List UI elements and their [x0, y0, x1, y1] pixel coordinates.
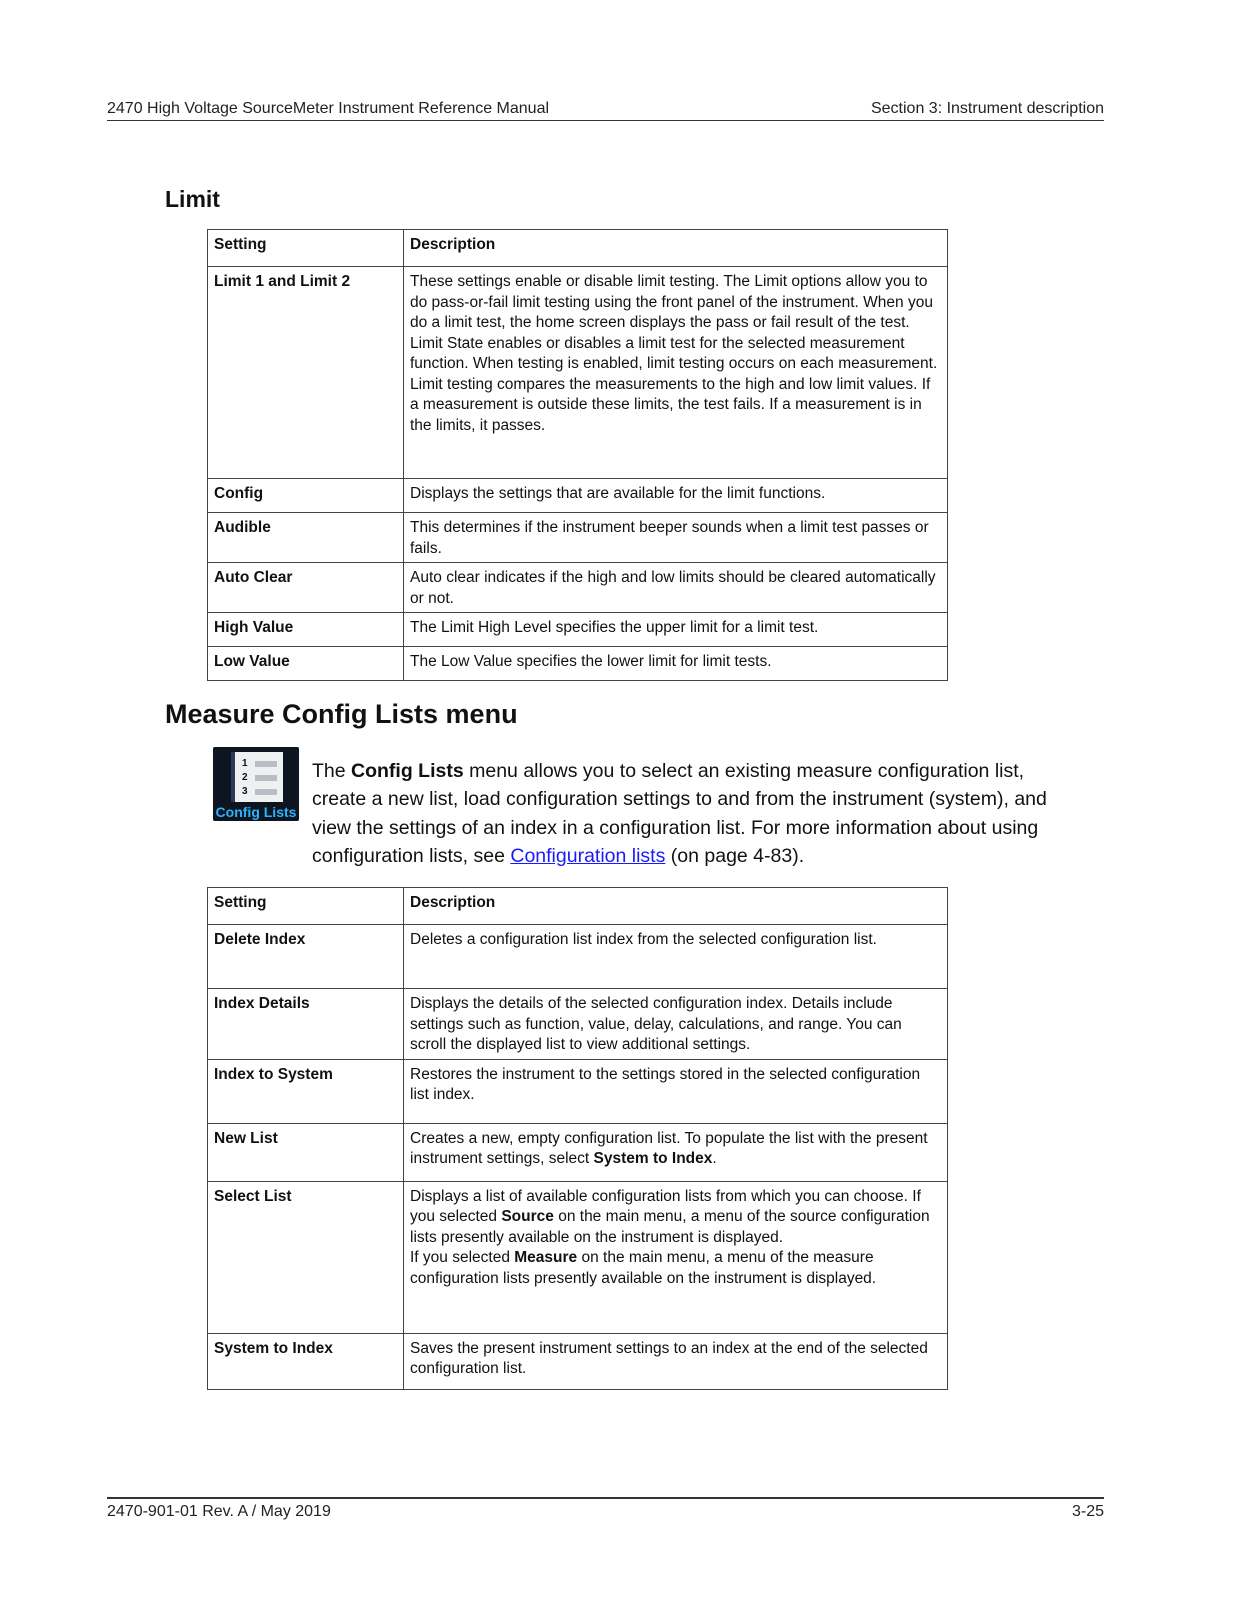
intro-text: The: [312, 760, 352, 782]
setting-cell: Select List: [208, 1181, 404, 1333]
list-number: 3: [242, 786, 248, 797]
description-bold-text: System to Index: [593, 1150, 713, 1167]
manual-title: 2470 High Voltage SourceMeter Instrument Reference Manual: [107, 100, 550, 117]
description-cell: Saves the present instrument settings to an index at the end of the selected configuration list.: [404, 1333, 948, 1389]
setting-cell: Audible: [208, 513, 404, 563]
intro-text: menu allows you to select an existing measure configuration list, create a new list, load configuration settings to and from the instrument (system), and view the settings of an index in a configuration list. For more information about using configuration lists, see: [312, 760, 1047, 867]
description-cell: This determines if the instrument beeper sounds when a limit test passes or fails.: [404, 513, 948, 563]
icon-label: Config Lists: [215, 804, 297, 820]
description-cell: The Limit High Level specifies the upper limit for a limit test.: [404, 613, 948, 647]
intro-paragraph: [312, 757, 1082, 870]
description-paragraph: Limit State enables or disables a limit test for the selected measurement function. When testing is enabled, limit testing occurs on each measurement. Limit testing compares the measurements to the high and low limit values. If a measurement is outside these limits, the test fails. If a measurement is in the limits, it passes.: [410, 334, 938, 434]
description-text: on the main menu, a menu of the source configuration lists presently available on the instrument is displayed.: [410, 1208, 930, 1246]
setting-cell: High Value: [208, 613, 404, 647]
setting-cell: Index Details: [208, 989, 404, 1060]
configuration-lists-link[interactable]: Configuration lists: [510, 844, 666, 867]
list-line: [255, 761, 277, 767]
intro-bold-text: Config Lists: [351, 760, 464, 782]
setting-cell: Limit 1 and Limit 2: [208, 267, 404, 479]
description-cell: Restores the instrument to the settings stored in the selected configuration list index.: [404, 1059, 948, 1123]
description-text: Displays a list of available configuration lists from which you can choose. If you selected: [410, 1187, 921, 1225]
table-row: [208, 1123, 948, 1181]
table-row: [208, 647, 948, 681]
description-cell: [404, 1181, 948, 1333]
table-row: [208, 1181, 948, 1333]
limit-settings-table: [207, 229, 948, 681]
table-header-row: [208, 230, 948, 267]
description-cell: Displays the details of the selected configuration index. Details include settings such as function, value, delay, calculations, and range. You can scroll the displayed list to view additional settings.: [404, 989, 948, 1060]
list-document-icon: [231, 752, 283, 802]
description-cell: [404, 1123, 948, 1181]
table-row: [208, 613, 948, 647]
config-lists-icon: [213, 747, 299, 821]
table-row: [208, 267, 948, 479]
description-paragraph: [410, 1187, 941, 1249]
description-cell: [404, 267, 948, 479]
column-header-setting: Setting: [208, 230, 404, 267]
page-header: [107, 98, 1104, 121]
document-revision: 2470-901-01 Rev. A / May 2019: [107, 1503, 331, 1520]
description-text: If you selected: [410, 1249, 515, 1266]
setting-cell: System to Index: [208, 1333, 404, 1389]
table-row: [208, 1333, 948, 1389]
setting-cell: Delete Index: [208, 925, 404, 989]
setting-cell: Config: [208, 479, 404, 513]
description-bold-text: Source: [501, 1208, 554, 1225]
setting-cell: Low Value: [208, 647, 404, 681]
column-header-setting: Setting: [208, 888, 404, 925]
description-paragraph: [410, 1248, 941, 1289]
section-title: Section 3: Instrument description: [870, 100, 1104, 117]
setting-cell: Index to System: [208, 1059, 404, 1123]
column-header-description: Description: [404, 230, 948, 267]
description-cell: Displays the settings that are available for the limit functions.: [404, 479, 948, 513]
list-line: [255, 789, 277, 795]
page-number: 3-25: [1071, 1503, 1104, 1520]
measure-config-lists-heading: Measure Config Lists menu: [165, 699, 518, 729]
config-lists-settings-table: [207, 887, 948, 1390]
table-row: [208, 989, 948, 1060]
limit-heading: Limit: [165, 186, 220, 212]
table-row: [208, 925, 948, 989]
list-number: 1: [242, 758, 248, 769]
description-bold-text: Measure: [514, 1249, 578, 1266]
setting-cell: New List: [208, 1123, 404, 1181]
table-row: [208, 563, 948, 613]
table-header-row: [208, 888, 948, 925]
table-row: [208, 513, 948, 563]
table-row: [208, 479, 948, 513]
description-text: on the main menu, a menu of the measure configuration lists presently available on the instrument is displayed.: [410, 1249, 877, 1287]
column-header-description: Description: [404, 888, 948, 925]
description-paragraph: These settings enable or disable limit testing. The Limit options allow you to do pass-or-fail limit testing using the front panel of the instrument. When you do a limit test, the home screen displays the pass or fail result of the test.: [410, 273, 933, 331]
list-line: [255, 775, 277, 781]
table-row: [208, 1059, 948, 1123]
page-footer: [107, 1497, 1104, 1523]
list-number: 2: [242, 772, 248, 783]
description-cell: Deletes a configuration list index from the selected configuration list.: [404, 925, 948, 989]
description-cell: The Low Value specifies the lower limit for limit tests.: [404, 647, 948, 681]
intro-text: (on page 4-83).: [665, 844, 805, 867]
description-cell: Auto clear indicates if the high and low limits should be cleared automatically or not.: [404, 563, 948, 613]
description-text: .: [712, 1150, 717, 1167]
description-text: Creates a new, empty configuration list. To populate the list with the present instrument settings, select: [410, 1129, 928, 1167]
setting-cell: Auto Clear: [208, 563, 404, 613]
